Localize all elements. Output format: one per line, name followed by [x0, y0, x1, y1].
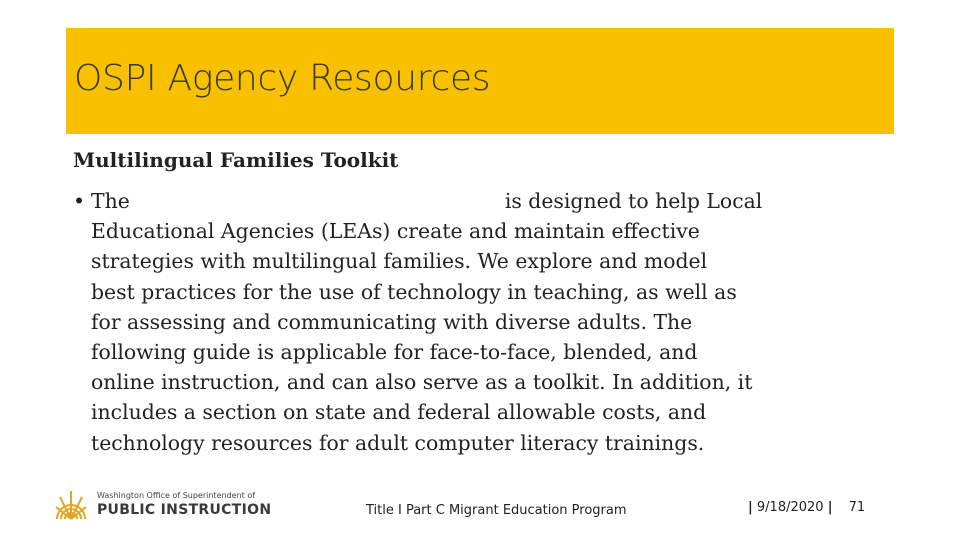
body-line: technology resources for adult computer literacy trainings. [91, 430, 705, 455]
body-line: for assessing and communicating with diverse adults. The [91, 309, 693, 334]
body-line-1-start: The [91, 189, 130, 213]
body-line: includes a section on state and federal allowable costs, and [91, 400, 707, 425]
date-page-footer [748, 500, 865, 515]
ospi-logo [54, 488, 274, 524]
toolkit-heading: Multilingual Families Toolkit [73, 148, 399, 172]
logo-title: PUBLIC INSTRUCTION [97, 502, 272, 518]
body-line: strategies with multilingual families. We explore and model [91, 249, 708, 274]
program-name: Title I Part C Migrant Education Program [366, 503, 627, 518]
body-line: following guide is applicable for face-to-face, blended, and [91, 340, 698, 365]
ospi-sunburst-icon [54, 488, 88, 522]
body-line: online instruction, and can also serve as a toolkit. In addition, it [91, 370, 753, 395]
separator: | [748, 500, 753, 515]
body-line: Educational Agencies (LEAs) create and maintain effective [91, 219, 700, 244]
footer-date: 9/18/2020 [756, 500, 824, 515]
body-line-1 [73, 186, 883, 216]
separator: | [827, 500, 833, 515]
title-band [66, 28, 894, 134]
page-number: 71 [848, 500, 866, 515]
bullet-icon: • [73, 189, 86, 213]
slide-title: OSPI Agency Resources [74, 58, 491, 99]
body-paragraph [73, 186, 883, 458]
logo-subtitle: Washington Office of Superintendent of [97, 491, 256, 500]
body-line: best practices for the use of technology in teaching, as well as [91, 279, 737, 304]
body-line-1-end: is designed to help Local [504, 189, 763, 213]
